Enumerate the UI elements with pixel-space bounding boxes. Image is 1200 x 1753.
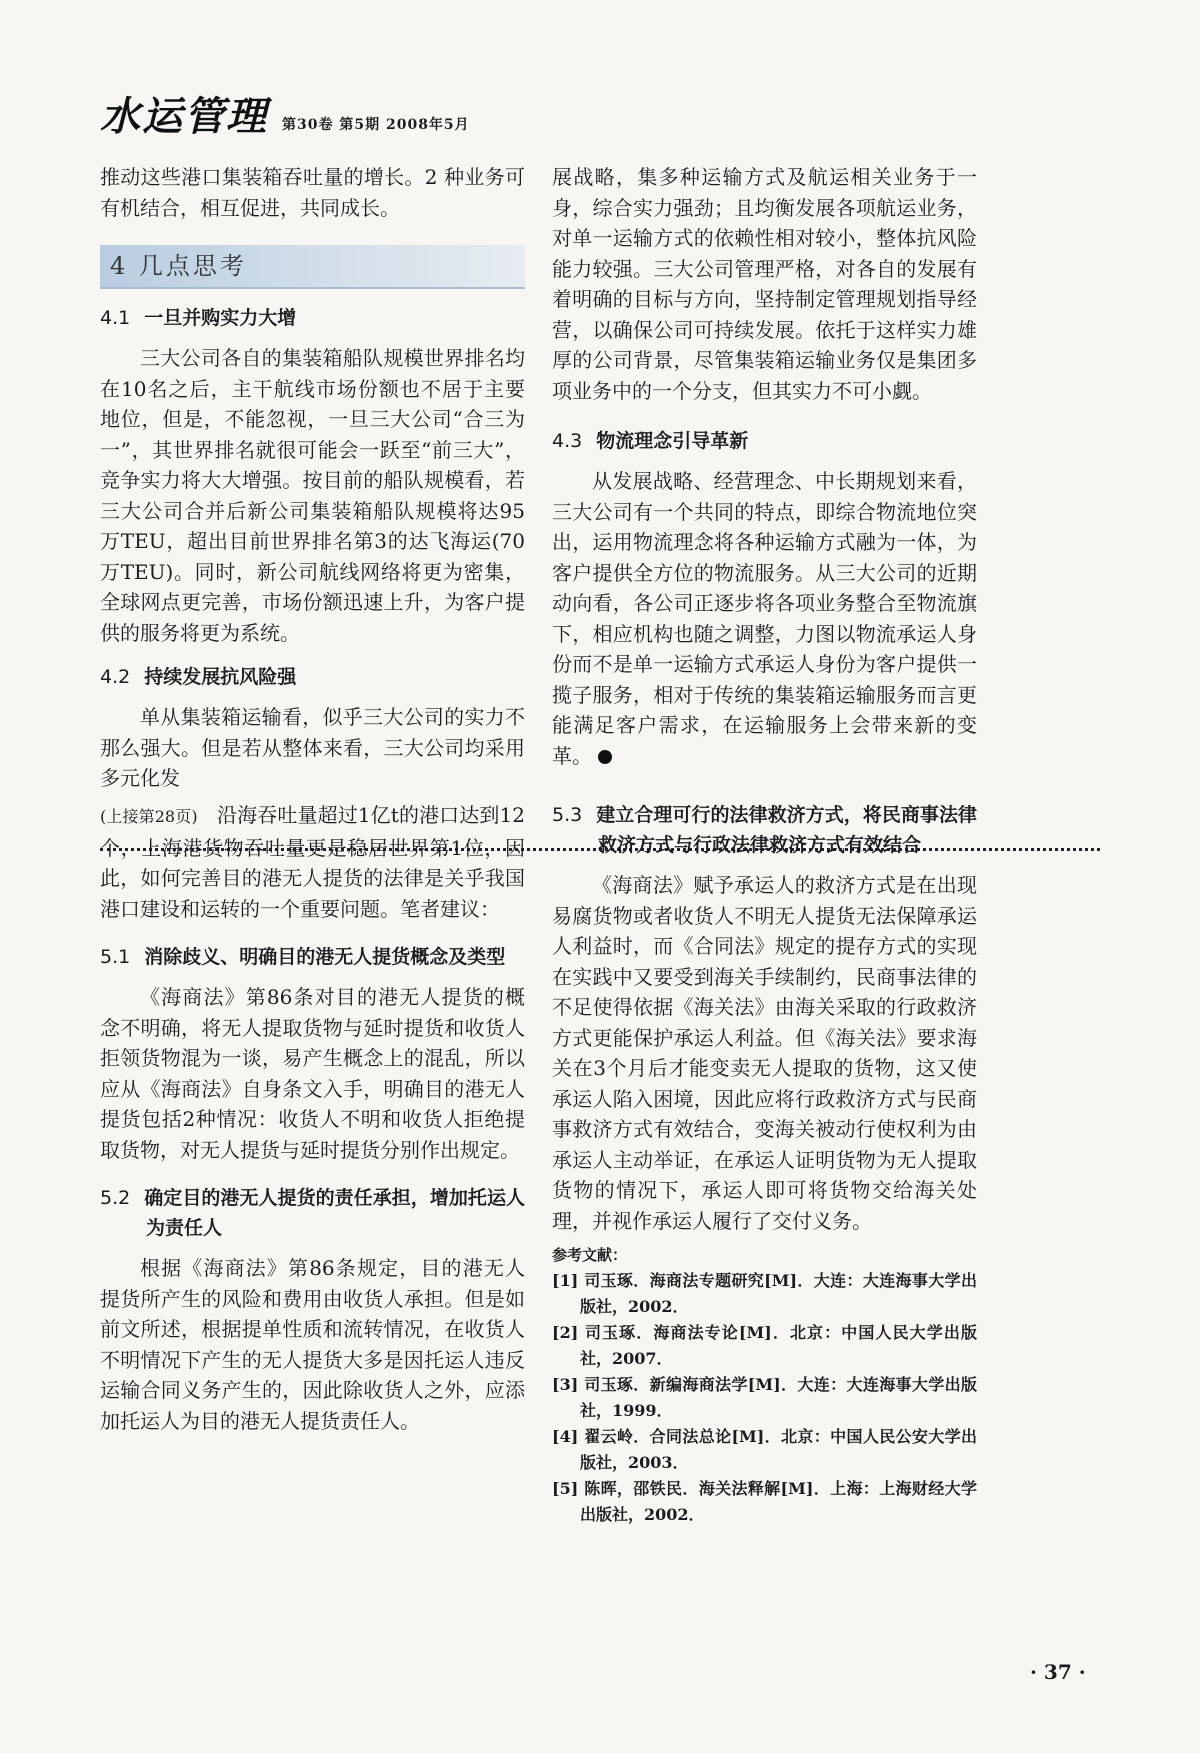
paragraph: 《海商法》第86条对目的港无人提货的概念不明确，将无人提取货物与延时提货和收货人拒领货物混为一谈，易产生概念上的混乱，所以应从《海商法》自身条文入手，明确目的港无人提货包括2种情况：收货人不明和收货人拒绝提取货物，对无人提货与延时提货分别作出规定。 xyxy=(100,985,525,1162)
bottom-right-column xyxy=(552,800,977,1528)
reference-item: [1] 司玉琢．海商法专题研究[M]．大连：大连海事大学出版社，2002． xyxy=(552,1271,977,1316)
references-heading: 参考文献： xyxy=(552,1246,628,1264)
top-right-column xyxy=(552,162,977,771)
continued-note: (上接第28页) xyxy=(100,807,198,826)
subsection-title: 消除歧义、明确目的港无人提货概念及类型 xyxy=(144,946,506,968)
paragraph: 单从集装箱运输看，似乎三大公司的实力不那么强大。但是若从整体来看，三大公司均采用多元化发 xyxy=(100,705,525,790)
running-header xyxy=(100,92,470,142)
subsection-heading-5-2 xyxy=(100,1183,525,1243)
subsection-title: 物流理念引导革新 xyxy=(596,430,749,452)
paragraph: 《海商法》赋予承运人的救济方式是在出现易腐货物或者收货人不明无人提货无法保障承运人利益时，而《合同法》规定的提存方式的实现在实践中又要受到海关手续制约，民商事法律的不足使得依据《海关法》由海关采取的行政救济方式更能保护承运人利益。但《海关法》要求海关在3个月后才能变卖无人提取的货物，这又使承运人陷入困境，因此应将行政救济方式与民商事救济方式有效结合，变海关被动行使权利为由承运人主动举证，在承运人证明货物为无人提取货物的情况下，承运人即可将货物交给海关处理，并视作承运人履行了交付义务。 xyxy=(552,873,977,1233)
paragraph: 推动这些港口集装箱吞吐量的增长。2 种业务可有机结合，相互促进，共同成长。 xyxy=(100,165,525,220)
paragraph-text: 从发展战略、经营理念、中长期规划来看，三大公司有一个共同的特点，即综合物流地位突出，运用物流理念将各种运输方式融为一体，为客户提供全方位的物流服务。从三大公司的近期动向看，各公司正逐步将各项业务整合至物流旗下，相应机构也随之调整，力图以物流承运人身份而不是单一运输方式承运人身份为客户提供一揽子服务，相对于传统的集装箱运输服务而言更能满足客户需求，在运输服务上会带来新的变革。 xyxy=(552,469,977,768)
reference-item: [5] 陈晖，邵铁民．海关法释解[M]．上海：上海财经大学出版社，2002． xyxy=(552,1479,977,1524)
subsection-title: 持续发展抗风险强 xyxy=(144,666,297,688)
subsection-number: 5.3 xyxy=(552,804,583,826)
subsection-heading-4-2 xyxy=(100,662,525,692)
references xyxy=(552,1242,977,1528)
subsection-title: 确定目的港无人提货的责任承担，增加托运人为责任人 xyxy=(144,1187,525,1239)
reference-item: [4] 翟云岭．合同法总论[M]．北京：中国人民公安大学出版社，2003． xyxy=(552,1427,977,1472)
paragraph xyxy=(100,800,525,924)
reference-item: [3] 司玉琢．新编海商法学[M]．大连：大连海事大学出版社，1999． xyxy=(552,1375,977,1420)
paragraph: 三大公司各自的集装箱船队规模世界排名均在10名之后，主干航线市场份额也不居于主要地位，但是，不能忽视，一旦三大公司“合三为一”，其世界排名就很可能会一跃至“前三大”，竞争实力将大大增强。按目前的船队规模看，若三大公司合并后新公司集装箱船队规模将达95万TEU，超出目前世界排名第3的达飞海运(70万TEU)。同时，新公司航线网络将更为密集，全球网点更完善，市场份额迅速上升，为客户提供的服务将更为系统。 xyxy=(100,346,525,645)
paragraph: 根据《海商法》第86条规定，目的港无人提货所产生的风险和费用由收货人承担。但是如前文所述，根据提单性质和流转情况，在收货人不明情况下产生的无人提货大多是因托运人违反运输合同义务产生的，因此除收货人之外，应添加托运人为目的港无人提货责任人。 xyxy=(100,1256,525,1433)
subsection-number: 4.2 xyxy=(100,666,131,688)
subsection-number: 4.3 xyxy=(552,430,583,452)
subsection-number: 5.1 xyxy=(100,946,131,968)
subsection-heading-5-1 xyxy=(100,942,525,972)
journal-title: 水运管理 xyxy=(100,93,268,140)
subsection-number: 5.2 xyxy=(100,1187,131,1209)
bottom-left-column xyxy=(100,800,525,1436)
page-number: · 37 · xyxy=(1030,1660,1086,1684)
subsection-title: 一旦并购实力大增 xyxy=(144,307,297,329)
subsection-heading-4-1 xyxy=(100,303,525,333)
paragraph-text: 沿海吞吐量超过1亿t的港口达到12个，上海港货物吞吐量更是稳居世界第1位，因此，如何完善目的港无人提货的法律是关乎我国港口建设和运转的一个重要问题。笔者建议： xyxy=(100,803,525,921)
paragraph xyxy=(552,466,977,771)
issue-info: 第30卷 第5期 2008年5月 xyxy=(282,117,470,133)
top-left-column xyxy=(100,162,525,794)
subsection-heading-5-3 xyxy=(552,800,977,860)
subsection-heading-4-3 xyxy=(552,426,977,456)
reference-item: [2] 司玉琢．海商法专论[M]．北京：中国人民大学出版社，2007． xyxy=(552,1323,977,1368)
section-heading-4: 4 几点思考 xyxy=(100,245,525,289)
paragraph: 展战略，集多种运输方式及航运相关业务于一身，综合实力强劲；且均衡发展各项航运业务，对单一运输方式的依赖性相对较小，整体抗风险能力较强。三大公司管理严格，对各自的发展有着明确的目标与方向，坚持制定管理规划指导经营，以确保公司可持续发展。依托于这样实力雄厚的公司背景，尽管集装箱运输业务仅是集团多项业务中的一个分支，但其实力不可小觑。 xyxy=(552,165,977,403)
end-mark-icon xyxy=(598,750,612,764)
subsection-number: 4.1 xyxy=(100,307,131,329)
subsection-title: 建立合理可行的法律救济方式，将民商事法律救济方式与行政法律救济方式有效结合 xyxy=(596,804,977,856)
